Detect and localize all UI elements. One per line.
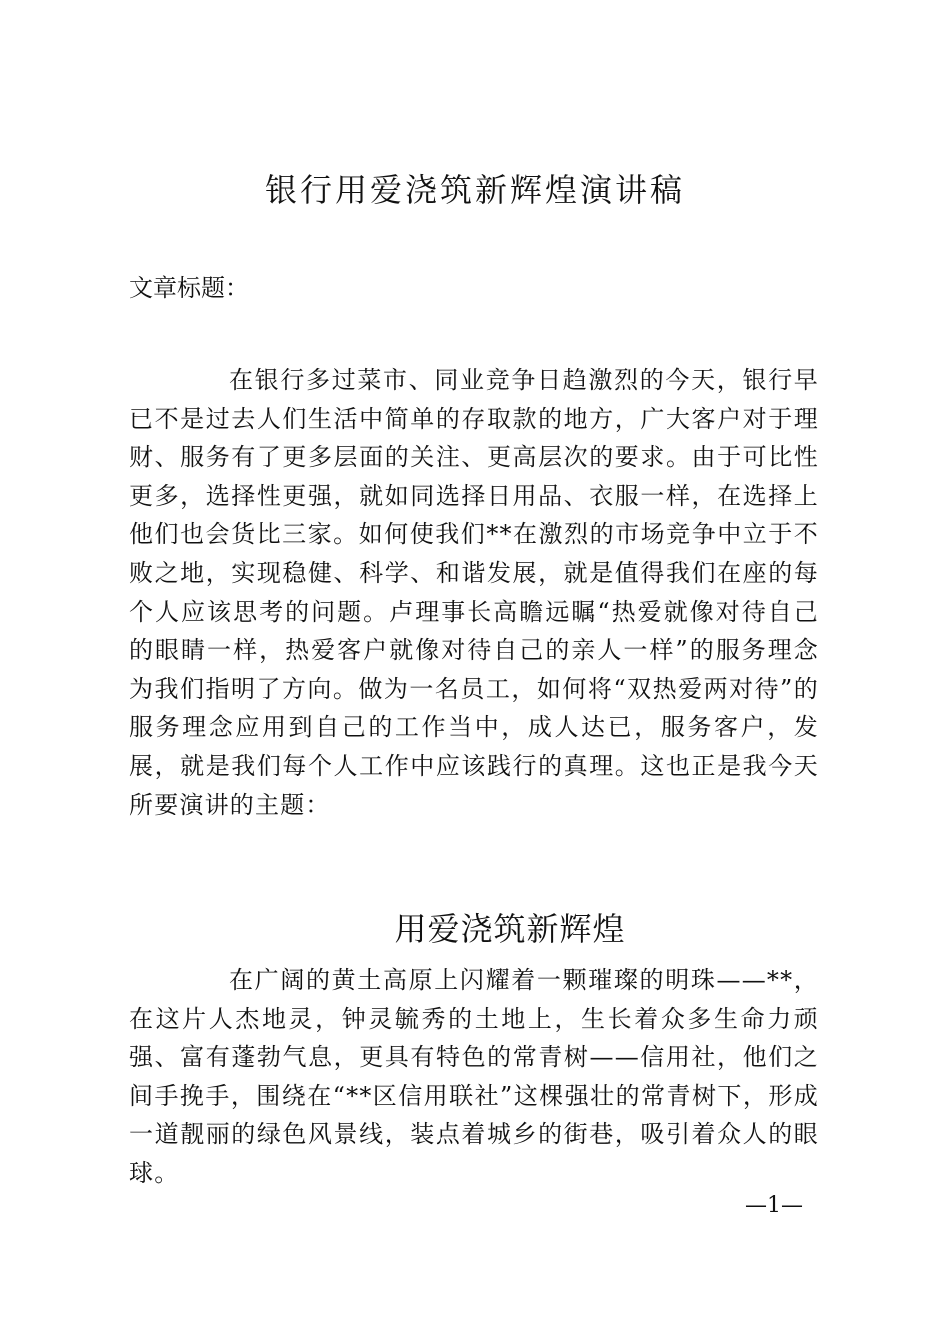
- speech-subtitle: 用爱浇筑新辉煌: [394, 910, 626, 948]
- document-title: 银行用爱浇筑新辉煌演讲稿: [264, 171, 685, 209]
- article-title-label: 文章标题：: [129, 274, 249, 302]
- paragraph-body: 在广阔的黄土高原上闪耀着一颗璀璨的明珠——**，在这片人杰地灵，钟灵毓秀的土地上，生长着众多生命力顽强、富有蓬勃气息，更具有特色的常青树——信用社，他们之间手挽手，围绕在“**区信用联社”这棵强壮的常青树下，形成一道靓丽的绿色风景线，装点着城乡的街巷，吸引着众人的眼球。: [129, 966, 819, 1187]
- paragraph-intro: 在银行多过菜市、同业竞争日趋激烈的今天，银行早已不是过去人们生活中简单的存取款的地方，广大客户对于理财、服务有了更多层面的关注、更高层次的要求。由于可比性更多，选择性更强，就如同选择日用品、衣服一样，在选择上他们也会货比三家。如何使我们**在激烈的市场竞争中立于不败之地，实现稳健、科学、和谐发展，就是值得我们在座的每个人应该思考的问题。卢理事长高瞻远瞩“热爱就像对待自己的眼睛一样，热爱客户就像对待自己的亲人一样”的服务理念为我们指明了方向。做为一名员工，如何将“双热爱两对待”的服务理念应用到自己的工作当中，成人达已，服务客户，发展，就是我们每个人工作中应该践行的真理。这也正是我今天所要演讲的主题：: [129, 366, 819, 819]
- page-number: —1—: [745, 1193, 803, 1218]
